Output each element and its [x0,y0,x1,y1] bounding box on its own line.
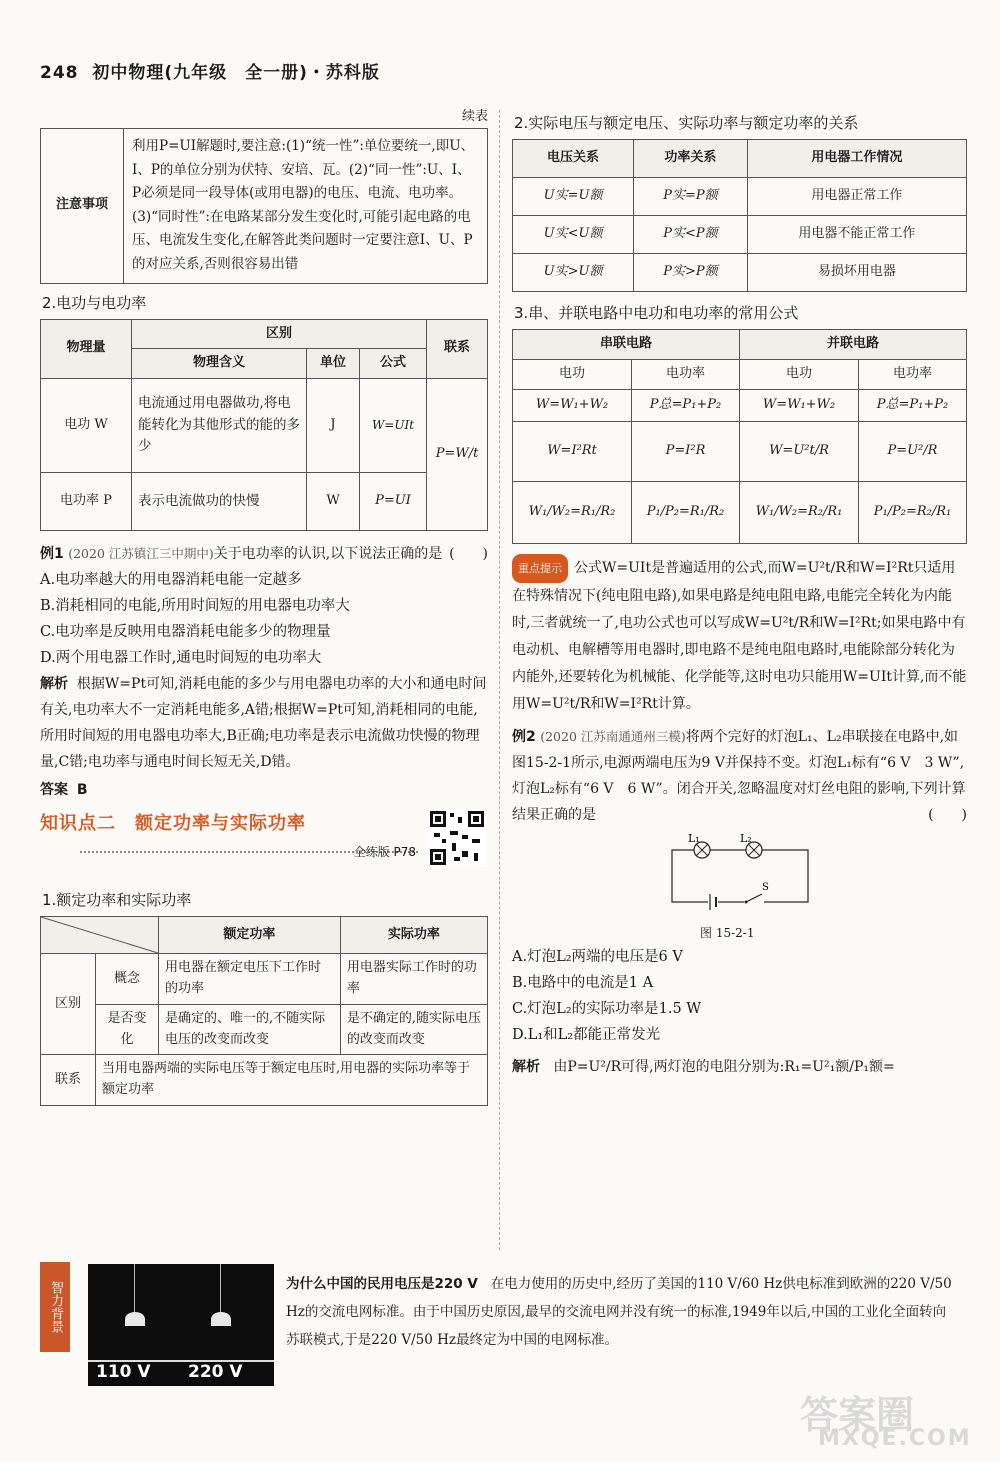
label-s: S [762,881,769,893]
cell-link: 联系 [41,1055,96,1106]
knowledge-point-2 [40,809,488,883]
page-number: 248 [40,63,79,83]
example-2-option-c: C.灯泡L₂的实际功率是1.5 W [512,1000,702,1017]
rated-actual-table [40,916,488,1106]
notes-table [40,128,488,284]
background-tab: 智力背景 [40,1262,70,1352]
section-work-power-title: 2.电功与电功率 [42,293,147,312]
example-1-option-b: B.消耗相同的电能,所用时间短的用电器电功率大 [40,598,350,615]
cell-link-text: 当用电器两端的实际电压等于额定电压时,用电器的实际功率等于额定功率 [96,1055,488,1106]
row-work-meaning: 电流通过用电器做功,将电能转化为其他形式的能的多少 [132,379,307,473]
example-1-tag: 例1 [40,546,64,563]
cell-concept: 概念 [96,954,159,1005]
formula-table [512,329,967,544]
th-difference: 区别 [132,319,427,349]
diagonal-cell [41,917,159,954]
row-power-name: 电功率 P [41,473,132,531]
background-info-box [40,1262,960,1387]
cell: P实=P额 [634,178,748,216]
th-link: 联系 [427,319,488,379]
section-formula-title: 3.串、并联电路中电功和电功率的常用公式 [514,304,799,322]
row-power-formula: P=UI [360,473,427,531]
circuit-figure [512,832,967,944]
table-row [513,178,967,216]
label-l2: L₂ [740,831,752,845]
example-1 [40,541,488,567]
cell-difference: 区别 [41,954,96,1055]
example-2-option-b: B.电路中的电流是1 A [512,974,654,991]
analysis-2-text: 由P=U²/R可得,两灯泡的电阻分别为:R₁=U²₁额/P₁额= [553,1058,895,1075]
th-parallel-work: 电功 [739,359,858,389]
cell: W=U²t/R [739,421,858,481]
example-2-option-a: A.灯泡L₂两端的电压是6 V [512,948,683,965]
cell-changes-actual: 是不确定的,随实际电压的改变而改变 [340,1004,487,1055]
example-1-answer [40,777,488,803]
example-2-stem: 将两个完好的灯泡L₁、L₂串联接在电路中,如图15-2-1所示,电源两端电压为9 V并保持不变。灯泡L₁标有“6 V 3 W”,灯泡L₂标有“6 V 6 W”。闭合开关,忽略温度对灯丝电阻的影响,下列计算结果正确的是 [512,728,966,823]
table-row [513,389,967,421]
cell: P=U²/R [858,421,966,481]
th-series-power: 电功率 [632,359,740,389]
practice-ref: 全练版 P78 [353,845,416,860]
example-2-tag: 例2 [512,728,536,745]
cell: W=W₁+W₂ [513,389,632,421]
example-2 [512,724,967,828]
key-tip-text: 公式W=UIt是普遍适用的公式,而W=U²t/R和W=I²Rt只适用在特殊情况下(纯电阻电路),如果电路是纯电阻电路,电能完全转化为内能时,三者就统一了,电功公式也可以写成W=U²t/R和W=I²Rt;如果电路中有电动机、电解槽等用电器时,即电路不是纯电阻电路时,电能除部分转化为内能外,还要转化为机械能、化学能等,这时电功只能用W=UIt计算,而不能用W=U²t/R和W=I²Rt计算。 [512,559,967,712]
key-tip-tag: 重点提示 [512,554,568,583]
page-header [40,58,380,83]
cell-changes: 是否变化 [96,1004,159,1055]
continued-label: 续表 [461,109,488,124]
cell-concept-rated: 用电器在额定电压下工作时的功率 [159,954,341,1005]
answer-tag: 答案 [40,782,68,799]
example-1-stem: 关于电功率的认识,以下说法正确的是 [213,546,443,563]
story-text: 在电力使用的历史中,经历了美国的110 V/60 Hz供电标准到欧洲的220 V/50 Hz的交流电网标准。由于中国历史原因,最早的交流电网并没有统一的标准,1949年以后,中国的工业化全面转向苏联模式,于是220 V/50 Hz最终定为中国的电网标准。 [286,1276,952,1348]
notes-label: 注意事项 [41,129,124,284]
bulb-photo [88,1264,274,1386]
bulb-220-icon [211,1312,231,1326]
table-row [513,254,967,292]
th-power-relation: 功率关系 [634,140,748,178]
voltage-110: 110 V [96,1362,151,1382]
watermark-logo: 答案圈 [800,1393,915,1437]
example-1-option-c: C.电功率是反映用电器消耗电能多少的物理量 [40,624,331,641]
qr-code-icon[interactable] [428,809,486,867]
example-2-analysis [512,1054,967,1080]
link-formula: P=W/t [427,379,488,531]
example-1-paren: ( ) [449,546,488,563]
th-series: 串联电路 [513,330,740,360]
row-power-meaning: 表示电流做功的快慢 [132,473,307,531]
notes-text: 利用P=UI解题时,要注意:(1)“统一性”:单位要统一,即U、I、P的单位分别为伏特、安培、瓦。(2)“同一性”:U、I、P必须是同一段导体(或用电器)的电压、电流、电功率。(3)“同时性”:在电路某部分发生变化时,可能引起电路的电压、电流发生变化,在解答此类问题时一定要注意I、U、P的对应关系,否则很容易出错 [124,129,488,284]
table-row [513,481,967,543]
cell: 用电器正常工作 [747,178,966,216]
answer-value: B [76,782,88,799]
cell-changes-rated: 是确定的、唯一的,不随实际电压的改变而改变 [159,1004,341,1055]
knowledge-point-title: 知识点二 额定功率与实际功率 [40,813,306,835]
th-unit: 单位 [307,349,360,379]
cell: W=W₁+W₂ [739,389,858,421]
figure-caption: 图 15-2-1 [700,925,755,940]
example-1-source: (2020 江苏镇江三中期中) [68,546,214,562]
cell: W=I²Rt [513,421,632,481]
th-actual-power: 实际功率 [340,917,487,954]
section-relation-title: 2.实际电压与额定电压、实际功率与额定功率的关系 [514,114,859,132]
th-parallel: 并联电路 [739,330,966,360]
cell: 用电器不能正常工作 [747,216,966,254]
row-work-unit: J [307,379,360,473]
th-meaning: 物理含义 [132,349,307,379]
story-title: 为什么中国的民用电压是220 V [286,1276,478,1292]
key-tip [512,554,967,718]
table-row [513,421,967,481]
cell: P₁/P₂=R₁/R₂ [632,481,740,543]
th-voltage-relation: 电压关系 [513,140,634,178]
th-formula: 公式 [360,349,427,379]
cell: P实>P额 [634,254,748,292]
example-1-option-a: A.电功率越大的用电器消耗电能一定越多 [40,572,302,589]
example-1-option-d: D.两个用电器工作时,通电时间短的电功率大 [40,650,322,667]
left-column [40,105,488,1106]
relation-table [512,139,967,292]
cell: P₁/P₂=R₂/R₁ [858,481,966,543]
column-divider [499,110,500,1250]
voltage-220: 220 V [188,1362,243,1382]
cell: W₁/W₂=R₁/R₂ [513,481,632,543]
row-work-name: 电功 W [41,379,132,473]
circuit-diagram [662,832,822,918]
example-2-option-d: D.L₁和L₂都能正常发光 [512,1026,661,1043]
book-title: 初中物理(九年级 全一册)・苏科版 [92,63,380,83]
work-power-table [40,319,488,532]
th-quantity: 物理量 [41,319,132,379]
th-rated-power: 额定功率 [159,917,341,954]
background-story [286,1270,956,1354]
label-l1: L₁ [688,831,700,845]
example-1-analysis [40,671,488,775]
table-row [513,216,967,254]
section-rated-actual-title: 1.额定功率和实际功率 [42,891,192,910]
analysis-2-tag: 解析 [512,1058,540,1075]
cell: U实<U额 [513,216,634,254]
example-2-paren: ( ) [928,806,967,823]
analysis-text: 根据W=Pt可知,消耗电能的多少与用电器电功率的大小和通电时间有关,电功率大不一定消耗电能多,A错;根据W=Pt可知,消耗相同的电能,所用时间短的用电器电功率大,B正确;电功率是表示电流做功快慢的物理量,C错;电功率与通电时间长短无关,D错。 [40,676,487,771]
cell: P=I²R [632,421,740,481]
th-working-state: 用电器工作情况 [747,140,966,178]
cell-concept-actual: 用电器实际工作时的功率 [340,954,487,1005]
example-2-source: (2020 江苏南通通州三模) [540,728,686,744]
row-work-formula: W=UIt [360,379,427,473]
th-series-work: 电功 [513,359,632,389]
bulb-110-icon [125,1312,145,1326]
cell: 易损坏用电器 [747,254,966,292]
watermark-url: MXQE.COM [818,1426,972,1451]
cell: U实>U额 [513,254,634,292]
cell: U实=U额 [513,178,634,216]
cell: P实<P额 [634,216,748,254]
th-parallel-power: 电功率 [858,359,966,389]
analysis-tag: 解析 [40,676,68,693]
cell: P总=P₁+P₂ [632,389,740,421]
cell: W₁/W₂=R₂/R₁ [739,481,858,543]
cell: P总=P₁+P₂ [858,389,966,421]
right-column [512,108,967,1080]
row-power-unit: W [307,473,360,531]
